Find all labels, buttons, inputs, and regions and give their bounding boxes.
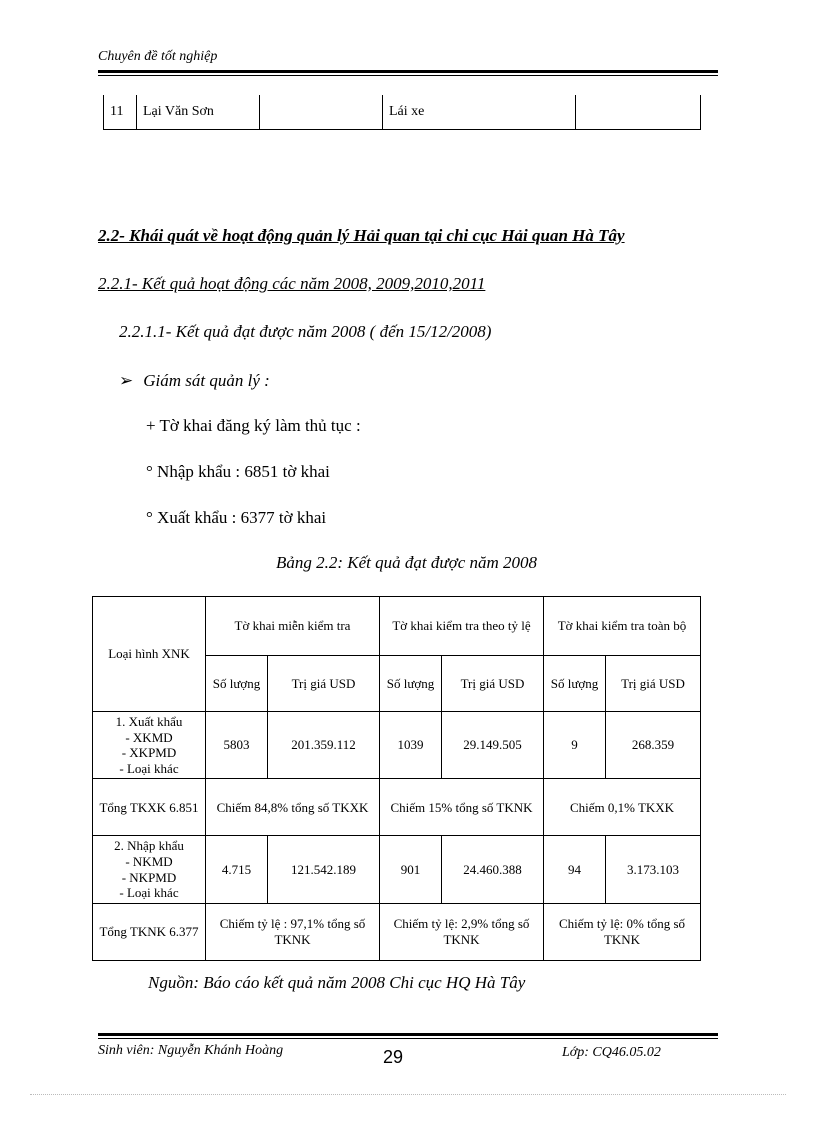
page-edge-divider bbox=[30, 1094, 786, 1095]
header-rule-thin bbox=[98, 75, 718, 76]
cell-value: 94 bbox=[544, 836, 606, 903]
page-number: 29 bbox=[383, 1047, 404, 1067]
header-group-3: Tờ khai kiểm tra toàn bộ bbox=[544, 597, 701, 656]
subsubsection-heading: 2.2.1.1- Kết quả đạt được năm 2008 ( đến 15/12/2008) bbox=[119, 322, 492, 341]
footer-rule-thin bbox=[98, 1038, 718, 1039]
cell-role: Lái xe bbox=[383, 95, 576, 130]
cell-value: 901 bbox=[380, 836, 442, 903]
import-share: Chiếm tỷ lệ: 0% tổng số TKNK bbox=[544, 903, 701, 960]
body-line: ° Xuất khẩu : 6377 tờ khai bbox=[146, 508, 327, 527]
cell-value: 201.359.112 bbox=[268, 712, 380, 779]
table-row bbox=[104, 95, 701, 130]
section-heading: 2.2- Khái quát về hoạt động quản lý Hải quan tại chi cục Hải quan Hà Tây bbox=[98, 226, 625, 245]
export-share: Chiếm 15% tổng số TKNK bbox=[380, 779, 544, 836]
cell-empty bbox=[260, 95, 383, 130]
body-line: + Tờ khai đăng ký làm thủ tục : bbox=[146, 416, 361, 435]
header-group-1: Tờ khai miễn kiểm tra bbox=[206, 597, 380, 656]
cell-value: 29.149.505 bbox=[442, 712, 544, 779]
import-share: Chiếm tỷ lệ : 97,1% tổng số TKNK bbox=[206, 903, 380, 960]
bullet-text: Giám sát quản lý : bbox=[143, 371, 270, 390]
cell-value: 4.715 bbox=[206, 836, 268, 903]
cell-value: 24.460.388 bbox=[442, 836, 544, 903]
cell-value: 1039 bbox=[380, 712, 442, 779]
table-row bbox=[93, 836, 701, 903]
body-line: ° Nhập khẩu : 6851 tờ khai bbox=[146, 462, 330, 481]
table-header-row bbox=[93, 597, 701, 656]
cell-value: 3.173.103 bbox=[606, 836, 701, 903]
export-total-label: Tổng TKXK 6.851 bbox=[93, 779, 206, 836]
cell-value: 268.359 bbox=[606, 712, 701, 779]
category-import: 2. Nhập khẩu - NKMD - NKPMD - Loại khác bbox=[93, 836, 206, 903]
header-qty: Số lượng bbox=[380, 656, 442, 712]
cell-value: 9 bbox=[544, 712, 606, 779]
cell-value: 5803 bbox=[206, 712, 268, 779]
footer-student: Sinh viên: Nguyễn Khánh Hoàng bbox=[98, 1043, 284, 1058]
subsection-heading: 2.2.1- Kết quả hoạt động các năm 2008, 2009,2010,2011 bbox=[98, 274, 486, 293]
header-value: Trị giá USD bbox=[606, 656, 701, 712]
table-row bbox=[93, 903, 701, 960]
export-share: Chiếm 0,1% TKXK bbox=[544, 779, 701, 836]
table-row bbox=[93, 712, 701, 779]
header-qty: Số lượng bbox=[544, 656, 606, 712]
results-table bbox=[92, 596, 701, 961]
header-title: Chuyên đề tốt nghiệp bbox=[98, 49, 218, 64]
staff-table-continued bbox=[103, 95, 701, 130]
header-qty: Số lượng bbox=[206, 656, 268, 712]
footer-class: Lớp: CQ46.05.02 bbox=[562, 1045, 661, 1060]
arrow-bullet-icon: ➢ bbox=[119, 371, 134, 390]
footer-rule bbox=[98, 1033, 718, 1036]
category-export: 1. Xuất khẩu - XKMD - XKPMD - Loại khác bbox=[93, 712, 206, 779]
bullet-item bbox=[119, 371, 270, 391]
cell-name: Lại Văn Sơn bbox=[137, 95, 260, 130]
cell-value: 121.542.189 bbox=[268, 836, 380, 903]
export-share: Chiếm 84,8% tổng số TKXK bbox=[206, 779, 380, 836]
table-source: Nguồn: Báo cáo kết quả năm 2008 Chi cục HQ Hà Tây bbox=[148, 973, 526, 992]
header-group-2: Tờ khai kiểm tra theo tỷ lệ bbox=[380, 597, 544, 656]
table-caption: Bảng 2.2: Kết quả đạt được năm 2008 bbox=[276, 553, 538, 572]
header-type: Loại hình XNK bbox=[93, 597, 206, 712]
import-total-label: Tổng TKNK 6.377 bbox=[93, 903, 206, 960]
header-value: Trị giá USD bbox=[442, 656, 544, 712]
import-share: Chiếm tỷ lệ: 2,9% tổng số TKNK bbox=[380, 903, 544, 960]
header-value: Trị giá USD bbox=[268, 656, 380, 712]
table-row bbox=[93, 779, 701, 836]
cell-empty bbox=[576, 95, 701, 130]
cell-index: 11 bbox=[104, 95, 137, 130]
header-rule bbox=[98, 70, 718, 73]
